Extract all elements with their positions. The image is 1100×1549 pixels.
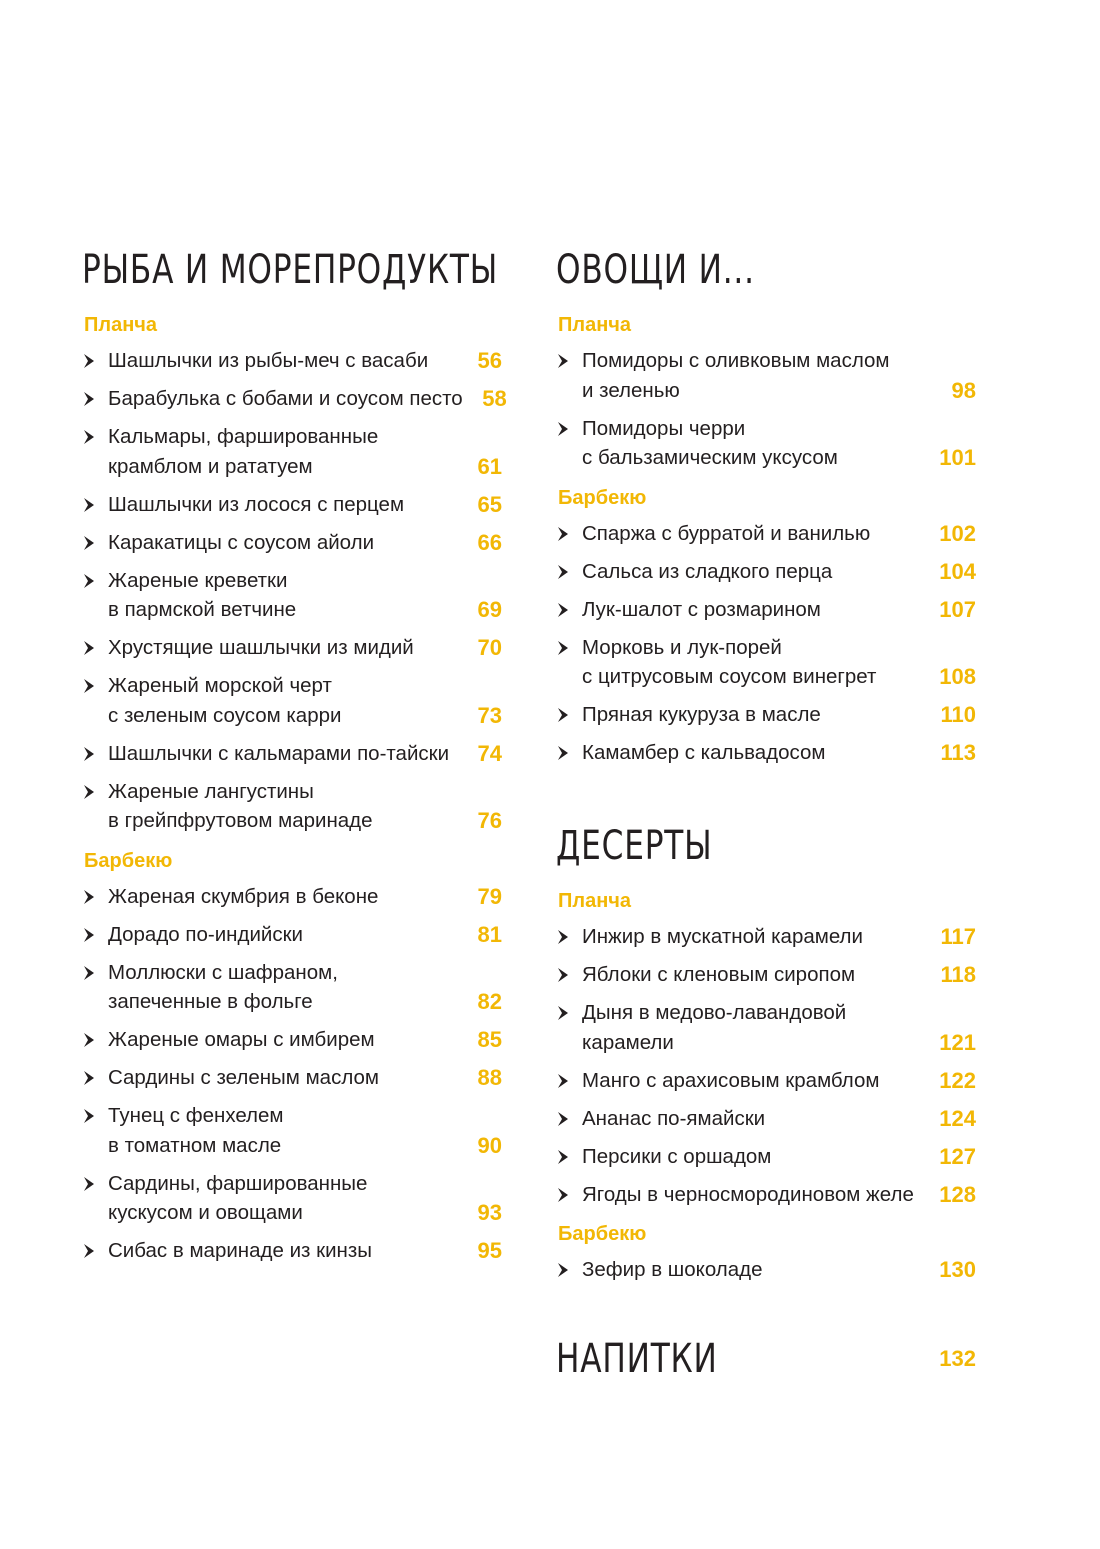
entry-title-line: Манго с арахисовым крамблом <box>582 1068 880 1092</box>
toc-entry[interactable] <box>82 490 502 520</box>
toc-entry[interactable] <box>556 738 976 768</box>
toc-entry[interactable] <box>82 920 502 950</box>
page-number: 82 <box>477 989 502 1014</box>
chevron-right-icon <box>82 429 96 445</box>
chevron-right-icon <box>82 927 96 943</box>
toc-entry[interactable] <box>82 1169 502 1228</box>
entry-title-line: и зеленью <box>582 378 680 402</box>
section-title: ОВОЩИ И... <box>556 247 755 293</box>
entry-title-line: в пармской ветчине <box>108 598 297 621</box>
toc-entry[interactable] <box>82 1101 502 1160</box>
chevron-right-icon <box>82 1032 96 1048</box>
page-number: 118 <box>940 962 976 987</box>
entry-title <box>582 346 932 405</box>
page-number: 127 <box>939 1143 976 1169</box>
entry-title <box>108 777 458 836</box>
page-number: 69 <box>477 597 502 622</box>
toc-entry[interactable] <box>82 1236 502 1266</box>
chevron-right-icon <box>82 497 96 513</box>
page-number: 61 <box>477 453 502 479</box>
toc-entry[interactable] <box>82 528 502 558</box>
entry-title-line: Хрустящие шашлычки из мидий <box>108 636 414 659</box>
page-number: 81 <box>477 921 502 947</box>
toc-entry[interactable] <box>556 700 976 730</box>
entry-title <box>582 738 932 768</box>
chevron-right-icon <box>556 353 570 369</box>
page-number: 56 <box>477 348 502 373</box>
entry-title <box>108 1236 458 1266</box>
chevron-right-icon <box>82 535 96 551</box>
page-number: 66 <box>477 529 502 555</box>
subsection-title: Барбекю <box>558 486 647 509</box>
entry-title-line: Моллюски с шафраном, <box>108 960 338 984</box>
subsection-title: Барбекю <box>558 1223 647 1245</box>
entry-title-line: Помидоры черри <box>582 416 746 440</box>
chevron-right-icon <box>82 1108 96 1124</box>
chevron-right-icon <box>82 353 96 369</box>
entry-title <box>108 1169 458 1228</box>
entry-title-line: Сальса из сладкого перца <box>582 559 833 583</box>
page-number: 90 <box>477 1132 502 1158</box>
toc-entry[interactable] <box>556 960 976 990</box>
entry-title <box>108 920 458 950</box>
page-number: 88 <box>477 1065 502 1090</box>
page-number: 98 <box>951 377 976 403</box>
chevron-right-icon <box>82 889 96 905</box>
page-number: 101 <box>939 445 976 470</box>
toc-entry[interactable] <box>82 739 502 769</box>
toc-entry[interactable] <box>556 1066 976 1096</box>
subsection-title: Планча <box>558 890 632 912</box>
page-number: 58 <box>482 386 507 411</box>
page-number: 132 <box>939 1346 976 1371</box>
entry-title-line: Сардины, фаршированные <box>108 1171 368 1195</box>
page-number: 121 <box>939 1029 976 1055</box>
entry-title-line: Жареные омары с имбирем <box>108 1028 375 1051</box>
toc-entry[interactable] <box>556 1142 976 1172</box>
toc-entry[interactable] <box>556 998 976 1057</box>
toc-entry[interactable] <box>556 633 976 692</box>
entry-title-line: Дорадо по-индийски <box>108 922 304 946</box>
toc-entry[interactable] <box>82 633 502 663</box>
entry-title <box>108 671 458 730</box>
entry-title <box>108 384 463 414</box>
entry-title-line: Лук-шалот с розмарином <box>582 597 821 621</box>
entry-title <box>108 1101 458 1160</box>
entry-title <box>582 1142 932 1172</box>
page-number: 117 <box>940 924 976 949</box>
page-number: 124 <box>939 1105 976 1131</box>
toc-entry[interactable] <box>82 882 502 912</box>
chevron-right-icon <box>556 1111 570 1127</box>
entry-title-line: Шашлычки из рыбы-меч с васаби <box>108 349 429 372</box>
toc-column-left <box>82 240 507 1274</box>
chevron-right-icon <box>82 1070 96 1086</box>
page-number: 108 <box>939 664 976 689</box>
page-number: 128 <box>939 1181 976 1207</box>
page-number: 85 <box>477 1027 502 1052</box>
entry-title-line: Морковь и лук-порей <box>582 635 782 659</box>
subsection-title: Барбекю <box>84 849 173 872</box>
page-number: 130 <box>939 1257 976 1282</box>
page-number: 73 <box>477 702 502 728</box>
page-number: 113 <box>940 740 976 765</box>
toc-entry[interactable] <box>82 346 502 376</box>
chevron-right-icon <box>556 421 570 437</box>
entry-title-line: с зеленым соусом карри <box>108 703 342 727</box>
entry-title <box>582 922 932 952</box>
chevron-right-icon <box>556 1262 570 1278</box>
entry-title <box>108 1025 458 1055</box>
section-title: ДЕСЕРТЫ <box>556 823 713 869</box>
chevron-right-icon <box>556 602 570 618</box>
entry-title-line: карамели <box>582 1030 674 1054</box>
chevron-right-icon <box>82 965 96 981</box>
chevron-right-icon <box>82 746 96 762</box>
chevron-right-icon <box>556 967 570 983</box>
page-number: 76 <box>477 808 502 833</box>
page-number: 104 <box>939 558 976 584</box>
entry-title <box>108 739 458 769</box>
entry-title-line: Шашлычки с кальмарами по-тайски <box>108 741 450 765</box>
toc-entry[interactable] <box>82 1025 502 1055</box>
entry-title-line: Камамбер с кальвадосом <box>582 741 826 764</box>
entry-title-line: Барабулька с бобами и соусом песто <box>108 387 463 410</box>
entry-title-line: в томатном масле <box>108 1133 282 1157</box>
entry-title <box>582 998 932 1057</box>
chevron-right-icon <box>556 640 570 656</box>
entry-title-line: Спаржа с бурратой и ванилью <box>582 521 871 545</box>
chevron-right-icon <box>556 1149 570 1165</box>
entry-title-line: крамблом и рататуем <box>108 454 313 478</box>
entry-title-line: Жареные креветки <box>108 568 288 592</box>
entry-title <box>108 882 458 912</box>
entry-title-line: Яблоки с кленовым сиропом <box>582 963 856 986</box>
chevron-right-icon <box>556 745 570 761</box>
entry-title-line: Кальмары, фаршированные <box>108 425 379 448</box>
entry-title-line: Ананас по-ямайски <box>582 1106 766 1130</box>
chevron-right-icon <box>82 784 96 800</box>
entry-title <box>108 528 458 558</box>
entry-title <box>582 960 932 990</box>
entry-title <box>108 422 458 481</box>
page-number: 65 <box>477 491 502 517</box>
toc-column-right <box>556 240 976 1389</box>
entry-title <box>582 414 932 473</box>
toc-entry[interactable] <box>556 519 976 549</box>
page-number: 79 <box>477 883 502 909</box>
chevron-right-icon <box>556 707 570 723</box>
toc-entry[interactable] <box>82 671 502 730</box>
entry-title <box>582 519 932 549</box>
subsection-title: Планча <box>558 314 632 336</box>
page-number: 107 <box>939 596 976 622</box>
entry-title-line: запеченные в фольге <box>108 990 313 1013</box>
page-number: 110 <box>940 702 976 727</box>
entry-title-line: Тунец с фенхелем <box>108 1104 284 1127</box>
toc-entry[interactable] <box>556 557 976 587</box>
chevron-right-icon <box>82 678 96 694</box>
toc-entry[interactable] <box>82 566 502 625</box>
entry-title <box>582 1104 932 1134</box>
entry-title-line: в грейпфрутовом маринаде <box>108 809 373 832</box>
chevron-right-icon <box>556 1187 570 1203</box>
entry-title-line: с бальзамическим уксусом <box>582 446 838 469</box>
chevron-right-icon <box>556 1073 570 1089</box>
entry-title <box>582 1255 932 1285</box>
entry-title <box>108 346 458 376</box>
chevron-right-icon <box>82 1176 96 1192</box>
chevron-right-icon <box>82 640 96 656</box>
chevron-right-icon <box>556 929 570 945</box>
entry-title-line: Шашлычки из лосося с перцем <box>108 492 405 516</box>
toc-entry[interactable] <box>556 414 976 473</box>
entry-title <box>108 1063 458 1093</box>
section-title: РЫБА И МОРЕПРОДУКТЫ <box>82 247 499 293</box>
entry-title <box>582 595 932 625</box>
page-number: 122 <box>939 1067 976 1093</box>
entry-title-line: Жареная скумбрия в беконе <box>108 884 379 908</box>
entry-title <box>108 633 458 663</box>
entry-title-line: Помидоры с оливковым маслом <box>582 349 890 372</box>
entry-title-line: Сибас в маринаде из кинзы <box>108 1239 373 1262</box>
entry-title <box>582 1180 932 1210</box>
entry-title-line: Инжир в мускатной карамели <box>582 925 863 948</box>
chevron-right-icon <box>82 1243 96 1259</box>
entry-title-line: кускусом и овощами <box>108 1201 303 1224</box>
entry-title-line: Пряная кукуруза в масле <box>582 703 821 726</box>
chevron-right-icon <box>556 526 570 542</box>
toc-entry[interactable] <box>82 1063 502 1093</box>
toc-entry[interactable] <box>556 922 976 952</box>
entry-title-line: Ягоды в черносмородиновом желе <box>582 1182 914 1206</box>
entry-title-line: Сардины с зеленым маслом <box>108 1066 380 1089</box>
entry-title <box>108 566 458 625</box>
toc-entry[interactable] <box>82 777 502 836</box>
toc-entry[interactable] <box>82 422 502 481</box>
entry-title-line: Жареные лангустины <box>108 779 314 803</box>
page-number: 74 <box>477 740 502 766</box>
entry-title <box>582 557 932 587</box>
toc-entry[interactable] <box>556 1180 976 1210</box>
toc-entry[interactable] <box>556 1255 976 1285</box>
entry-title-line: с цитрусовым соусом винегрет <box>582 665 877 688</box>
chevron-right-icon <box>82 573 96 589</box>
entry-title <box>582 700 932 730</box>
toc-entry[interactable] <box>556 1104 976 1134</box>
entry-title-line: Дыня в медово-лавандовой <box>582 1001 847 1024</box>
toc-entry[interactable] <box>82 958 502 1017</box>
section-title-row[interactable] <box>556 1329 976 1389</box>
page-number: 93 <box>477 1200 502 1225</box>
page-number: 102 <box>939 520 976 546</box>
entry-title <box>108 490 458 520</box>
entry-title-line: Жареный морской черт <box>108 674 332 697</box>
entry-title-line: Персики с оршадом <box>582 1144 772 1168</box>
entry-title-line: Каракатицы с соусом айоли <box>108 530 375 554</box>
chevron-right-icon <box>82 391 96 407</box>
toc-entry[interactable] <box>556 595 976 625</box>
entry-title <box>582 633 932 692</box>
chevron-right-icon <box>556 564 570 580</box>
section-title: НАПИТКИ <box>556 1336 718 1382</box>
subsection-title: Планча <box>84 314 158 336</box>
entry-title-line: Зефир в шоколаде <box>582 1258 763 1281</box>
toc-entry[interactable] <box>82 384 507 414</box>
toc-entry[interactable] <box>556 346 976 405</box>
chevron-right-icon <box>556 1005 570 1021</box>
page-number: 70 <box>477 635 502 660</box>
entry-title <box>582 1066 932 1096</box>
page-number: 95 <box>477 1238 502 1263</box>
entry-title <box>108 958 458 1017</box>
